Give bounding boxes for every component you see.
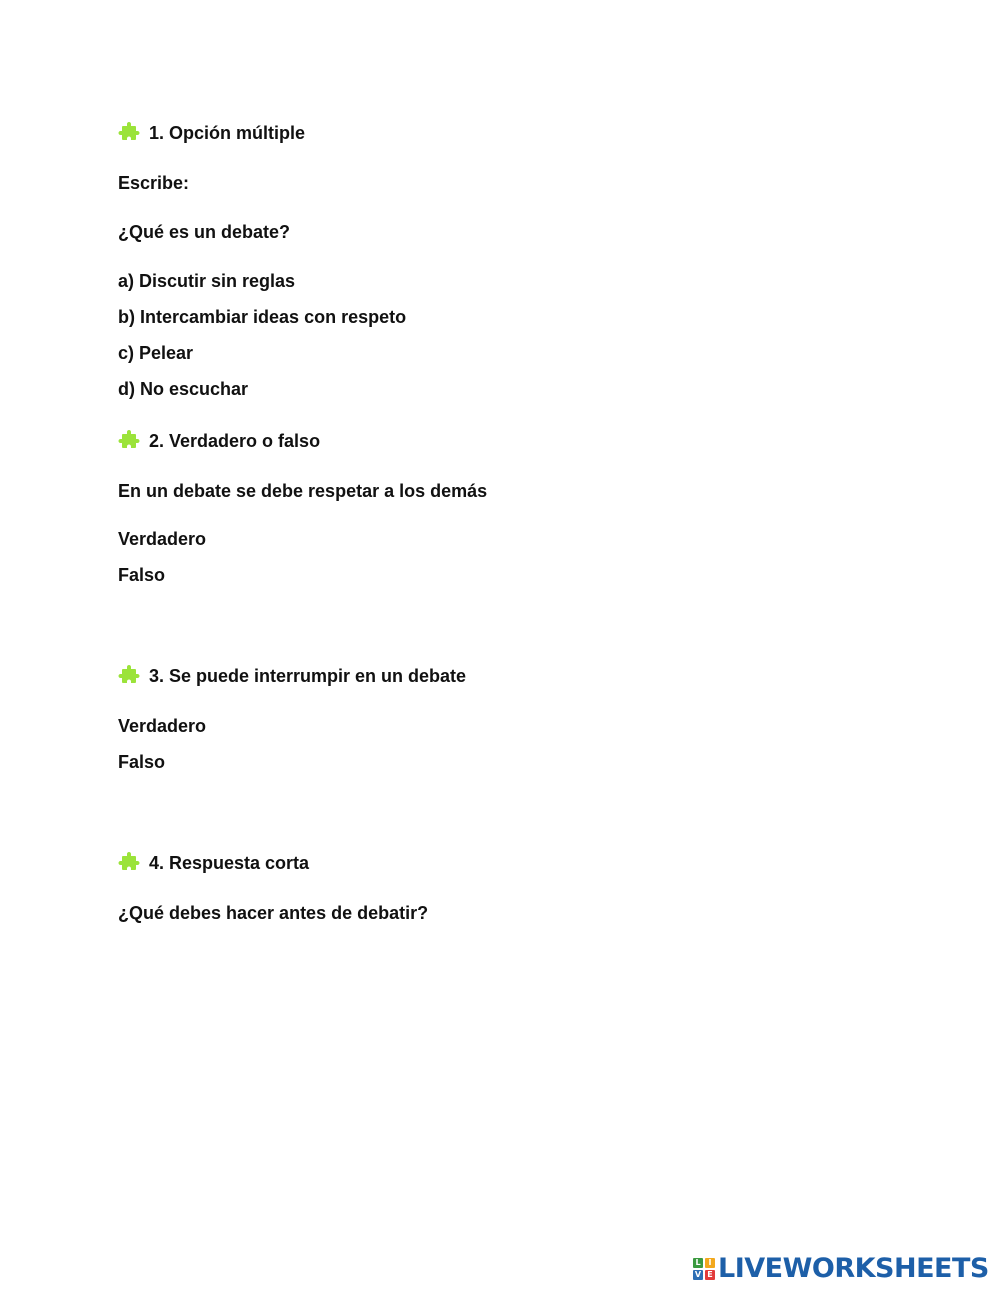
puzzle-piece-icon bbox=[118, 664, 142, 688]
q3-heading bbox=[118, 664, 466, 688]
q2-option-false[interactable]: Falso bbox=[118, 565, 166, 585]
q3-heading-text: 3. Se puede interrumpir en un debate bbox=[149, 666, 467, 686]
q1-heading bbox=[118, 121, 305, 145]
logo-letter-v: V bbox=[694, 1270, 702, 1279]
logo-letter-l: L bbox=[693, 1258, 703, 1268]
q1-option-d[interactable]: d) No escuchar bbox=[118, 379, 249, 399]
q1-heading-text: 1. Opción múltiple bbox=[149, 123, 306, 143]
q4-heading bbox=[118, 851, 309, 875]
logo-letter-i: I bbox=[705, 1258, 715, 1268]
q1-question: ¿Qué es un debate? bbox=[118, 222, 291, 242]
q2-heading bbox=[118, 429, 320, 453]
q4-question: ¿Qué debes hacer antes de debatir? bbox=[118, 903, 429, 923]
liveworksheets-logo[interactable] bbox=[693, 1254, 989, 1284]
q2-heading-text: 2. Verdadero o falso bbox=[149, 431, 321, 451]
q3-option-false[interactable]: Falso bbox=[118, 752, 166, 772]
logo-letter-e: E bbox=[705, 1270, 715, 1280]
q1-option-a[interactable]: a) Discutir sin reglas bbox=[118, 271, 296, 291]
puzzle-piece-icon bbox=[118, 121, 142, 145]
q1-option-b[interactable]: b) Intercambiar ideas con respeto bbox=[118, 307, 407, 327]
q4-heading-text: 4. Respuesta corta bbox=[149, 853, 310, 873]
q2-option-true[interactable]: Verdadero bbox=[118, 529, 207, 549]
logo-text: LIVEWORKSHEETS bbox=[718, 1253, 989, 1284]
puzzle-piece-icon bbox=[118, 429, 142, 453]
q1-option-c[interactable]: c) Pelear bbox=[118, 343, 194, 363]
q3-option-true[interactable]: Verdadero bbox=[118, 716, 207, 736]
logo-mark bbox=[693, 1258, 715, 1280]
q1-instruction: Escribe: bbox=[118, 173, 190, 193]
puzzle-piece-icon bbox=[118, 851, 142, 875]
q2-statement: En un debate se debe respetar a los demás bbox=[118, 481, 488, 501]
